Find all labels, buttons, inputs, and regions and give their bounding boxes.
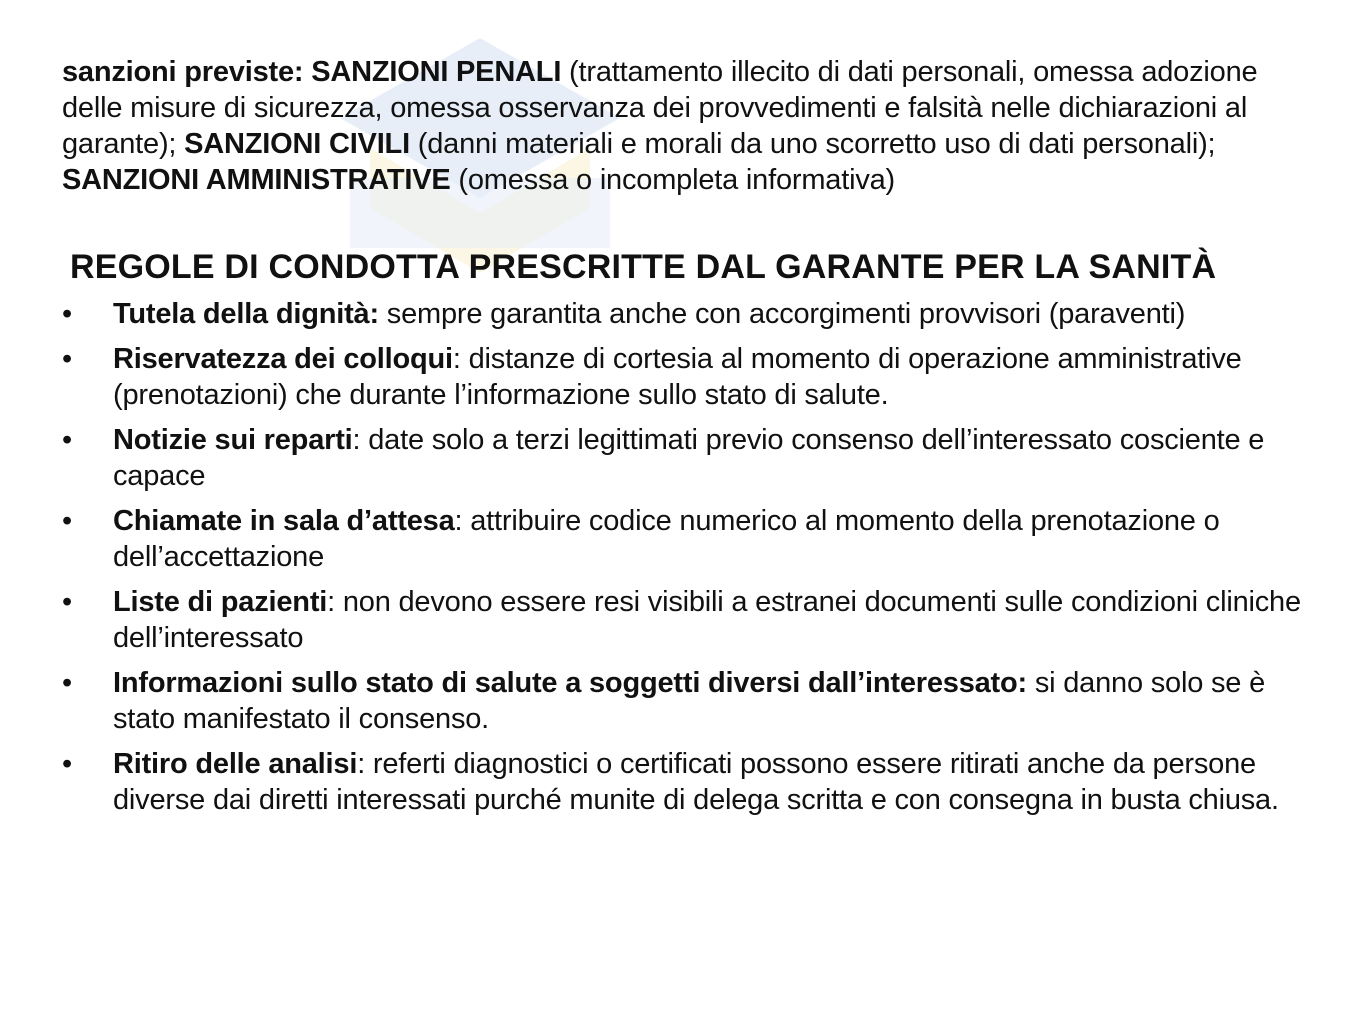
rule-text: sempre garantita anche con accorgimenti provvisori (paraventi) [378,298,1186,330]
list-item [0,584,1320,656]
list-item [0,665,1320,737]
list-item [0,296,1320,332]
sanctions-label: sanzioni previste: [62,56,304,88]
rule-title: Informazioni sullo stato di salute a soggetti diversi dall’interessato: [113,667,1027,699]
list-item [0,746,1320,818]
rule-title: Notizie sui reparti [113,424,353,456]
sanctions-paragraph [62,54,1302,198]
list-item [0,422,1320,494]
criminal-sanctions-title: SANZIONI PENALI [311,56,562,88]
rule-title: Chiamate in sala d’attesa [113,505,455,537]
rule-title: Ritiro delle analisi [113,748,358,780]
rule-text: : distanze di cortesia al momento di operazione amministrative (prenotazioni) che durante l’informazione sullo stato di salute. [113,343,1242,411]
rule-title: Riservatezza dei colloqui [113,343,453,375]
rule-text: si danno solo se è stato manifestato il consenso. [113,667,1266,735]
rule-text: : referti diagnostici o certificati possono essere ritirati anche da persone diverse dai diretti interessati purché munite di delega scritta e con consegna in busta chiusa. [113,748,1279,816]
administrative-sanctions-title: SANZIONI AMMINISTRATIVE [62,164,451,196]
section-heading: REGOLE DI CONDOTTA PRESCRITTE DAL GARANTE PER LA SANITÀ [70,248,1217,286]
list-item [0,341,1320,413]
list-item [0,503,1320,575]
rule-text: : non devono essere resi visibili a estranei documenti sulle condizioni cliniche dell’interessato [113,586,1301,654]
administrative-sanctions-text: (omessa o incompleta informativa) [450,164,895,196]
bullet-icon: • [62,748,72,780]
bullet-icon: • [62,343,72,375]
civil-sanctions-text: (danni materiali e morali da uno scorretto uso di dati personali); [409,128,1216,160]
bullet-icon: • [62,424,72,456]
bullet-icon: • [62,667,72,699]
bullet-icon: • [62,586,72,618]
rule-text: : date solo a terzi legittimati previo consenso dell’interessato cosciente e capace [113,424,1265,492]
rule-title: Liste di pazienti [113,586,328,618]
bullet-icon: • [62,298,72,330]
rule-text: : attribuire codice numerico al momento della prenotazione o dell’accettazione [113,505,1220,573]
criminal-sanctions-text: (trattamento illecito di dati personali, omessa adozione delle misure di sicurezza, omessa osservanza dei provvedimenti e falsità nelle dichiarazioni al garante); [62,56,1258,160]
bullet-icon: • [62,505,72,537]
rule-title: Tutela della dignità: [113,298,379,330]
rules-list [0,296,1320,827]
civil-sanctions-title: SANZIONI CIVILI [184,128,410,160]
